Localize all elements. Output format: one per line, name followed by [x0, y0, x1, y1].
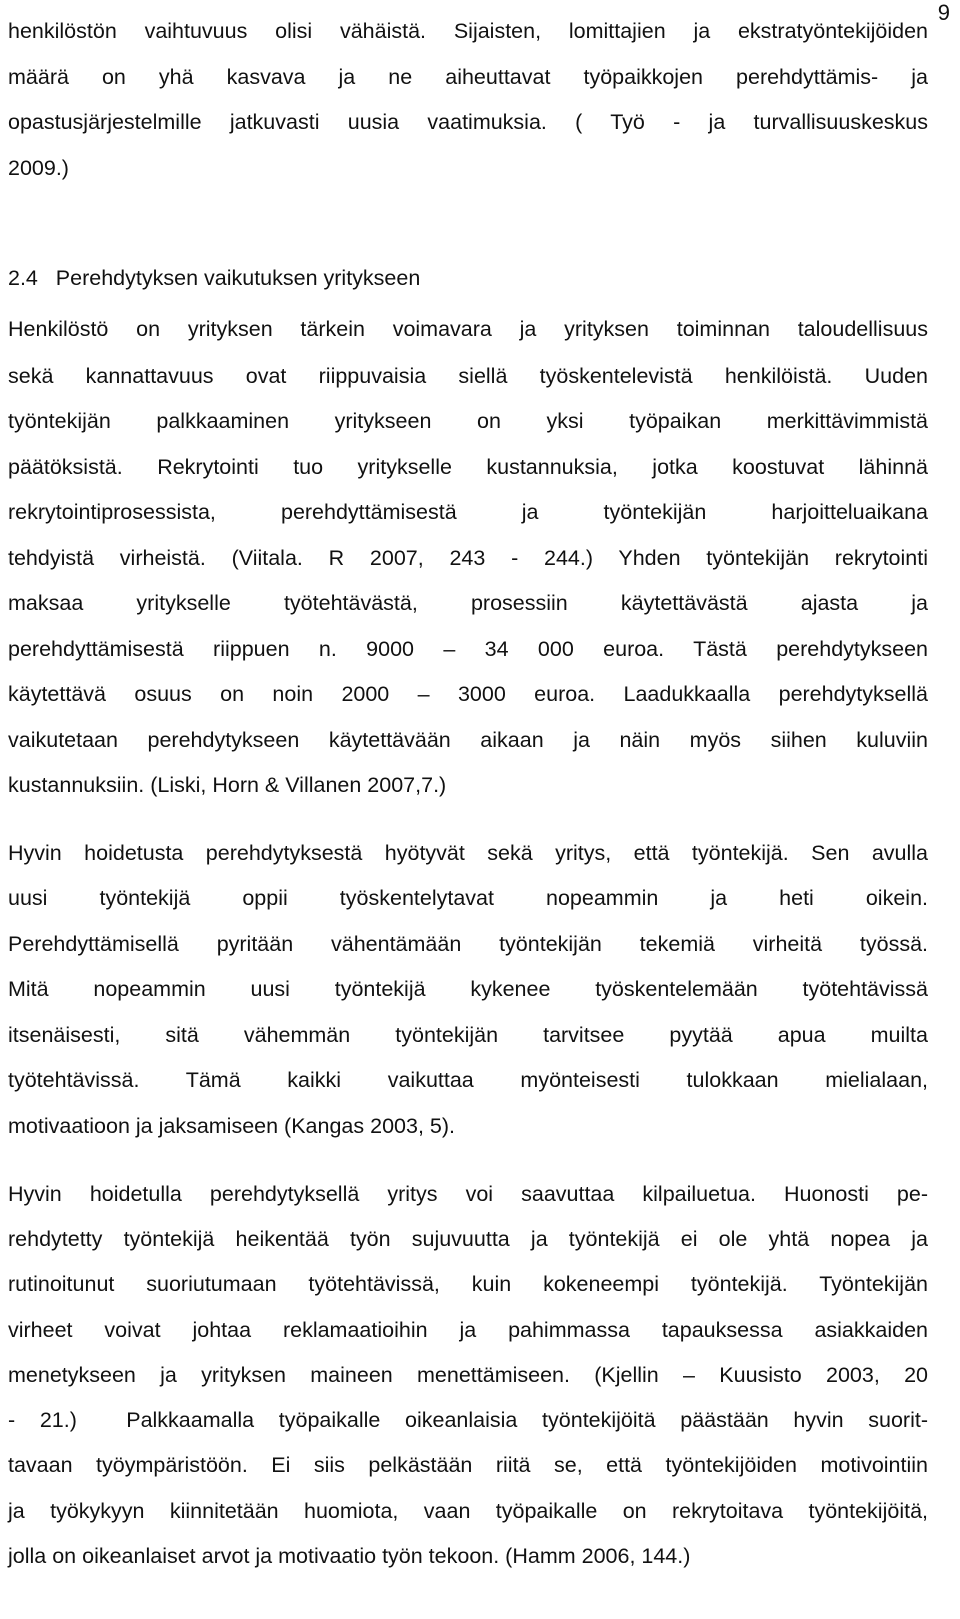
text-line: määrä on yhä kasvava ja ne aiheuttavat työpaikkojen perehdyttämis- ja	[8, 65, 928, 89]
section-heading: 2.4 Perehdytyksen vaikutuksen yritykseen	[8, 266, 421, 290]
page-number: 9	[937, 0, 950, 25]
text-line: Hyvin hoidetulla perehdytyksellä yritys voi saavuttaa kilpailuetua. Huonosti pe-	[8, 1182, 928, 1206]
text-line: työntekijän palkkaaminen yritykseen on yksi työpaikan merkittävimmistä	[8, 409, 928, 433]
text-line: kustannuksiin. (Liski, Horn & Villanen 2007,7.)	[8, 773, 447, 797]
text-line: perehdyttämisestä riippuen n. 9000 – 34 000 euroa. Tästä perehdytykseen	[8, 637, 928, 661]
text-line: 2009.)	[8, 156, 69, 180]
text-line: tehdyistä virheistä. (Viitala. R 2007, 243 - 244.) Yhden työntekijän rekrytointi	[8, 546, 928, 570]
text-line: itsenäisesti, sitä vähemmän työntekijän tarvitsee pyytää apua muilta	[8, 1023, 928, 1047]
text-line: päätöksistä. Rekrytointi tuo yritykselle kustannuksia, jotka koostuvat lähinnä	[8, 455, 928, 479]
text-line: Mitä nopeammin uusi työntekijä kykenee työskentelemään työtehtävissä	[8, 977, 928, 1001]
text-line: menetykseen ja yrityksen maineen menettämiseen. (Kjellin – Kuusisto 2003, 20	[8, 1363, 928, 1387]
text-line: Henkilöstö on yrityksen tärkein voimavara ja yrityksen toiminnan taloudellisuus	[8, 317, 928, 341]
text-line: rutinoitunut suoriutumaan työtehtävissä, kuin kokeneempi työntekijä. Työntekijän	[8, 1272, 928, 1296]
text-line: sekä kannattavuus ovat riippuvaisia siellä työskentelevistä henkilöistä. Uuden	[8, 364, 928, 388]
text-line: vaikutetaan perehdytykseen käytettävään aikaan ja näin myös siihen kuluviin	[8, 728, 928, 752]
text-line: rehdytetty työntekijä heikentää työn sujuvuutta ja työntekijä ei ole yhtä nopea ja	[8, 1227, 928, 1251]
text-line: maksaa yritykselle työtehtävästä, prosessiin käytettävästä ajasta ja	[8, 591, 928, 615]
text-line: ja työkykyyn kiinnitetään huomiota, vaan työpaikalle on rekrytoitava työntekijöitä,	[8, 1499, 928, 1523]
text-line: - 21.) Palkkaamalla työpaikalle oikeanlaisia työntekijöitä päästään hyvin suorit-	[8, 1408, 928, 1432]
text-line: motivaatioon ja jaksamiseen (Kangas 2003, 5).	[8, 1114, 455, 1138]
text-line: henkilöstön vaihtuvuus olisi vähäistä. Sijaisten, lomittajien ja ekstratyöntekijöiden	[8, 19, 928, 43]
text-line: virheet voivat johtaa reklamaatioihin ja pahimmassa tapauksessa asiakkaiden	[8, 1318, 928, 1342]
text-line: uusi työntekijä oppii työskentelytavat nopeammin ja heti oikein.	[8, 886, 928, 910]
text-line: tavaan työympäristöön. Ei siis pelkästään riitä se, että työntekijöiden motivointiin	[8, 1453, 928, 1477]
text-line: opastusjärjestelmille jatkuvasti uusia vaatimuksia. ( Työ - ja turvallisuuskeskus	[8, 110, 928, 134]
text-line: työtehtävissä. Tämä kaikki vaikuttaa myönteisesti tulokkaan mielialaan,	[8, 1068, 928, 1092]
text-line: jolla on oikeanlaiset arvot ja motivaatio työn tekoon. (Hamm 2006, 144.)	[8, 1544, 691, 1568]
text-line: rekrytointiprosessista, perehdyttämisestä ja työntekijän harjoitteluaikana	[8, 500, 928, 524]
text-line: käytettävä osuus on noin 2000 – 3000 euroa. Laadukkaalla perehdytyksellä	[8, 682, 928, 706]
text-line: Hyvin hoidetusta perehdytyksestä hyötyvät sekä yritys, että työntekijä. Sen avulla	[8, 841, 928, 865]
text-line: Perehdyttämisellä pyritään vähentämään työntekijän tekemiä virheitä työssä.	[8, 932, 928, 956]
